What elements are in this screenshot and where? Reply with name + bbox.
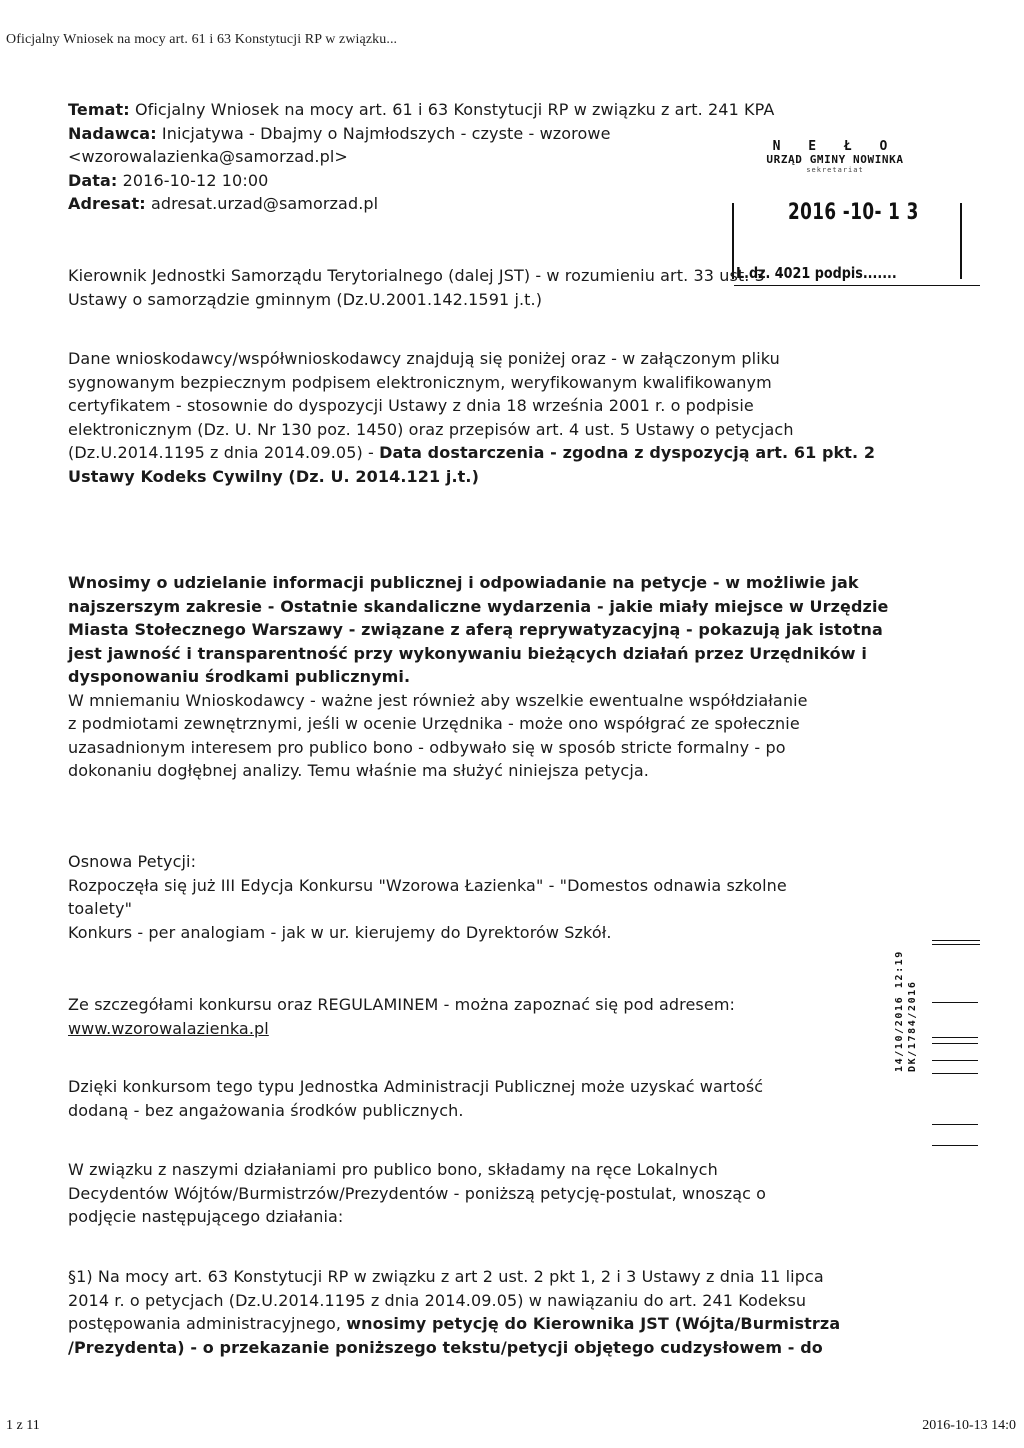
- basis-line: Konkurs - per analogiam - jak w ur. kierujemy do Dyrektorów Szkół.: [68, 922, 612, 942]
- margin-dash: [932, 1002, 978, 1003]
- stamp-name: N E Ł O: [772, 139, 898, 154]
- action-paragraph: [68, 1158, 908, 1229]
- data-line: sygnowanym bezpiecznym podpisem elektronicznym, weryfikowanym kwalifikowanym: [68, 372, 772, 392]
- basis-line: Rozpoczęła się już III Edycja Konkursu "Wzorowa Łazienka" - "Domestos odnawia szkolne: [68, 875, 787, 895]
- data-line: [68, 441, 908, 465]
- sender-row: [68, 122, 708, 146]
- email-header: [68, 98, 775, 216]
- margin-dash: [932, 1060, 978, 1061]
- point-line: [68, 1312, 908, 1336]
- data-line-bold: Ustawy Kodeks Cywilny (Dz. U. 2014.121 j.t.): [68, 466, 479, 486]
- print-timestamp: 2016-10-13 14:0: [922, 1418, 1016, 1433]
- point-line-bold: /Prezydenta) - o przekazanie poniższego tekstu/petycji objętego cudzysłowem - do: [68, 1337, 823, 1357]
- data-line: certyfikatem - stosownie do dyspozycji Ustawy z dnia 18 września 2001 r. o podpisie: [68, 396, 754, 415]
- page-header: Oficjalny Wniosek na mocy art. 61 i 63 Konstytucji RP w związku...: [6, 32, 398, 47]
- subject-value: Oficjalny Wniosek na mocy art. 61 i 63 Konstytucji RP w związku z art. 241 KPA: [134, 100, 775, 119]
- value-line: dodaną - bez angażowania środków publicznych.: [68, 1100, 464, 1120]
- details-line: Ze szczegółami konkursu oraz REGULAMINEM - można zapoznać się pod adresem:: [68, 995, 735, 1014]
- receipt-number: DK/1784/2016: [907, 980, 918, 1072]
- data-line: elektronicznym (Dz. U. Nr 130 poz. 1450) oraz przepisów art. 4 ust. 5 Ustawy o petycjach: [68, 419, 794, 439]
- basis-line: toalety": [68, 899, 133, 918]
- date-value: 2016-10-12 10:00: [122, 170, 269, 190]
- point-one-paragraph: [68, 1265, 908, 1359]
- data-paragraph: [68, 347, 908, 488]
- stamp-office: URZĄD GMINY NOWINKA: [766, 153, 904, 166]
- sender-value: Inicjatywa - Dbajmy o Najmłodszych - czyste - wzorowe: [161, 123, 611, 143]
- request-line: W mniemaniu Wnioskodawcy - ważne jest również aby wszelkie ewentualne współdziałanie: [68, 690, 808, 710]
- stamp-sub: sekretariat: [806, 166, 864, 174]
- margin-dash: [932, 940, 980, 941]
- data-line: Dane wnioskodawcy/współwnioskodawcy znajdują się poniżej oraz - w załączonym pliku: [68, 349, 780, 368]
- margin-dash: [932, 1037, 978, 1038]
- intro-paragraph: [68, 264, 908, 311]
- stamp-organization: [715, 140, 955, 174]
- value-line: Dzięki konkursom tego typu Jednostka Administracji Publicznej może uzyskać wartość: [68, 1077, 764, 1096]
- value-paragraph: [68, 1075, 908, 1122]
- stamp-registration: L.dz. 4021 podpis.......: [736, 264, 897, 282]
- receipt-timestamp: 14/10/2016 12:19: [894, 950, 905, 1072]
- data-line-text: (Dz.U.2014.1195 z dnia 2014.09.05) -: [68, 443, 380, 462]
- receipt-mark: [893, 950, 919, 1072]
- margin-dash: [932, 944, 980, 945]
- request-line-bold: dysponowaniu środkami publicznymi.: [68, 667, 411, 686]
- date-row: [68, 169, 708, 193]
- request-line-bold: Miasta Stołecznego Warszawy - związane z aferą reprywatyzacyjną - pokazują jak istotna: [68, 620, 883, 639]
- sender-email: <wzorowalazienka@samorzad.pl>: [68, 147, 348, 166]
- point-line: §1) Na mocy art. 63 Konstytucji RP w związku z art 2 ust. 2 pkt 1, 2 i 3 Ustawy z dnia 11 lipca: [68, 1267, 824, 1286]
- intro-line: Kierownik Jednostki Samorządu Terytorialnego (dalej JST) - w rozumieniu art. 33 ust. 3: [68, 266, 765, 285]
- margin-dash: [932, 1124, 978, 1125]
- request-line: uzasadnionym interesem pro publico bono - odbywało się w sposób stricte formalny - po: [68, 737, 786, 757]
- contest-url-link[interactable]: www.wzorowalazienka.pl: [68, 1018, 269, 1038]
- action-line: Decydentów Wójtów/Burmistrzów/Prezydentów - poniższą petycję-postulat, wnosząc o: [68, 1183, 767, 1203]
- request-line: z podmiotami zewnętrznymi, jeśli w ocenie Urzędnika - może ono współgrać ze społecznie: [68, 714, 800, 733]
- request-line-bold: jest jawność i transparentność przy wykonywaniu bieżących działań przez Urzędników i: [68, 643, 867, 663]
- recipient-row: [68, 192, 708, 216]
- subject-label: Temat:: [68, 100, 130, 119]
- date-label: Data:: [68, 170, 118, 190]
- subject-row: [68, 98, 775, 122]
- stamp-date: 2016 -10- 1 3: [788, 200, 919, 225]
- margin-dash: [932, 1073, 978, 1074]
- basis-paragraph: [68, 850, 908, 944]
- data-line-bold: Data dostarczenia - zgodna z dyspozycją art. 61 pkt. 2: [379, 443, 876, 462]
- action-line: podjęcie następującego działania:: [68, 1207, 344, 1226]
- margin-dash: [932, 1145, 978, 1146]
- sender-label: Nadawca:: [68, 123, 157, 143]
- page-number: 1 z 11: [6, 1418, 40, 1433]
- request-line: dokonaniu dogłębnej analizy. Temu właśnie ma służyć niniejsza petycja.: [68, 761, 649, 780]
- request-line-bold: najszerszym zakresie - Ostatnie skandaliczne wydarzenia - jakie miały miejsce w Urzędzie: [68, 596, 889, 616]
- point-line-text: postępowania administracyjnego,: [68, 1314, 347, 1333]
- request-line-bold: Wnosimy o udzielanie informacji publicznej i odpowiadanie na petycje - w możliwie jak: [68, 573, 859, 592]
- details-paragraph: [68, 993, 908, 1040]
- margin-dash: [932, 1043, 978, 1044]
- action-line: W związku z naszymi działaniami pro publico bono, składamy na ręce Lokalnych: [68, 1160, 718, 1179]
- request-paragraph: [68, 571, 908, 783]
- point-line-bold: wnosimy petycję do Kierownika JST (Wójta/Burmistrza: [346, 1314, 841, 1333]
- recipient-label: Adresat:: [68, 194, 146, 213]
- intro-line: Ustawy o samorządzie gminnym (Dz.U.2001.142.1591 j.t.): [68, 289, 543, 309]
- point-line: 2014 r. o petycjach (Dz.U.2014.1195 z dnia 2014.09.05) w nawiązaniu do art. 241 Kodeksu: [68, 1290, 807, 1310]
- basis-heading: Osnowa Petycji:: [68, 852, 197, 871]
- recipient-value: adresat.urzad@samorzad.pl: [150, 194, 379, 213]
